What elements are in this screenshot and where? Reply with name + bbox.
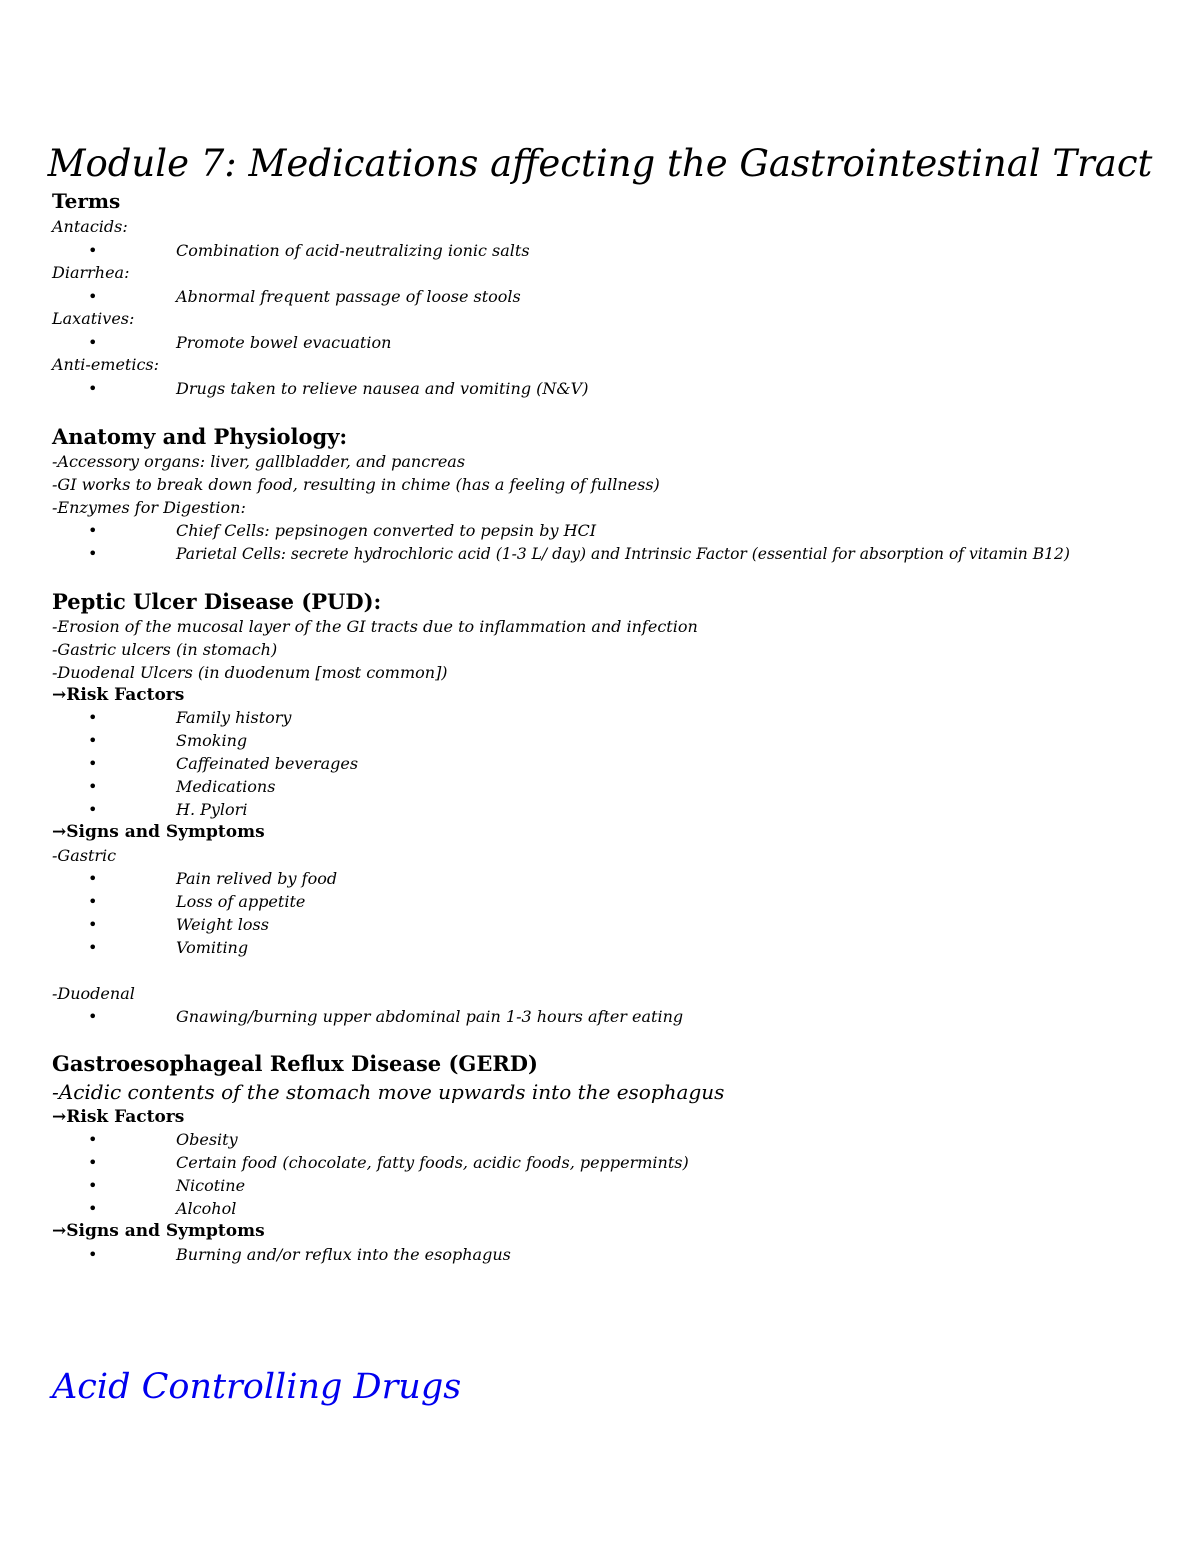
bullet-icon: • [88,915,98,934]
bullet-icon: • [88,708,98,727]
page-title: Module 7: Medications affecting the Gastrointestinal Tract [47,142,1153,185]
gerd-signs-heading: →Signs and Symptoms [52,1221,265,1241]
pud-line: -Duodenal Ulcers (in duodenum [most common]) [52,663,448,682]
arrow-icon: → [52,1221,67,1241]
bullet-icon: • [88,754,98,773]
arrow-icon: → [52,1107,67,1127]
anatomy-line: -GI works to break down food, resulting in chime (has a feeling of fullness) [52,475,660,494]
gastric-label: -Gastric [52,846,117,865]
arrow-icon: → [52,822,67,842]
bullet-icon: • [88,892,98,911]
bullet-icon: • [88,731,98,750]
bullet-icon: • [88,1007,98,1026]
bullet-icon: • [88,1176,98,1195]
bullet-icon: • [88,869,98,888]
pud-line: -Erosion of the mucosal layer of the GI tracts due to inflammation and infection [52,617,698,636]
term-label: Diarrhea: [52,263,130,282]
term-label: Antacids: [52,217,128,236]
bullet-icon: • [88,241,98,260]
bullet-icon: • [88,938,98,957]
document-page: Module 7: Medications affecting the Gastrointestinal Tract Terms Antacids: • Combination of acid-neutralizing ionic salts Diarrhea: • Abnormal frequent passage of loose stools Laxatives: • Promote bowel evacuation Anti-emetics: • Drugs taken to relieve nausea and vomiting (N&V) Anatomy and Physiology: -Accessory organs: liver, gallbladder, and pancreas -GI works to break down food, resulting in chime (has a feeling of fullness) -Enzymes for Digestion: • Chief Cells: pepsinogen converted to pepsin by HCI • Parietal Cells: secrete hydrochloric acid (1-3 L/ day) and Intrinsic Factor (essential for absorption of vitamin B12) Peptic Ulcer Disease (PUD): -Erosion of the mucosal layer of the GI tracts due to inflammation and infection -Gastric ulcers (in stomach) -Duodenal Ulcers (in duodenum [most common]) →Risk Factors • Family history • Smoking • Caffeinated beverages • Medications • H. Pylori →Signs and Symptoms -Gastric • Pain relived by food • Loss of appetite • Weight loss • Vomiting -Duodenal • Gnawing/burning upper abdominal pain 1-3 hours after eating Gastroesophageal Reflux Disease (GERD) -Acidic contents of the stomach move upwards into the esophagus →Risk Factors • Obesity • Certain food (chocolate, fatty foods, acidic foods, peppermints) • Nicotine • Alcohol →Signs and Symptoms • Burning and/or reflux into the esophagus Acid Controlling Drugs [0,0,1200,1553]
bullet-icon: • [88,800,98,819]
duodenal-label: -Duodenal [52,984,135,1003]
arrow-icon: → [52,685,67,705]
terms-heading: Terms [52,189,121,213]
bullet-icon: • [88,1199,98,1218]
bullet-icon: • [88,379,98,398]
bullet-icon: • [88,521,98,540]
bullet-icon: • [88,544,98,563]
pud-risk-heading: →Risk Factors [52,685,185,705]
bullet-icon: • [88,1130,98,1149]
term-label: Anti-emetics: [52,355,160,374]
bullet-icon: • [88,287,98,306]
gerd-heading: Gastroesophageal Reflux Disease (GERD) [52,1051,538,1076]
anatomy-heading: Anatomy and Physiology: [52,424,348,449]
bullet-icon: • [88,1153,98,1172]
anatomy-line: -Accessory organs: liver, gallbladder, and pancreas [52,452,466,471]
gerd-description: -Acidic contents of the stomach move upwards into the esophagus [52,1080,725,1104]
bullet-icon: • [88,333,98,352]
pud-signs-heading: →Signs and Symptoms [52,822,265,842]
bullet-icon: • [88,1245,98,1264]
term-label: Laxatives: [52,309,135,328]
bullet-icon: • [88,777,98,796]
anatomy-line: -Enzymes for Digestion: [52,498,246,517]
acid-controlling-drugs-heading: Acid Controlling Drugs [52,1367,462,1407]
pud-heading: Peptic Ulcer Disease (PUD): [52,589,382,614]
pud-line: -Gastric ulcers (in stomach) [52,640,278,659]
gerd-risk-heading: →Risk Factors [52,1107,185,1127]
